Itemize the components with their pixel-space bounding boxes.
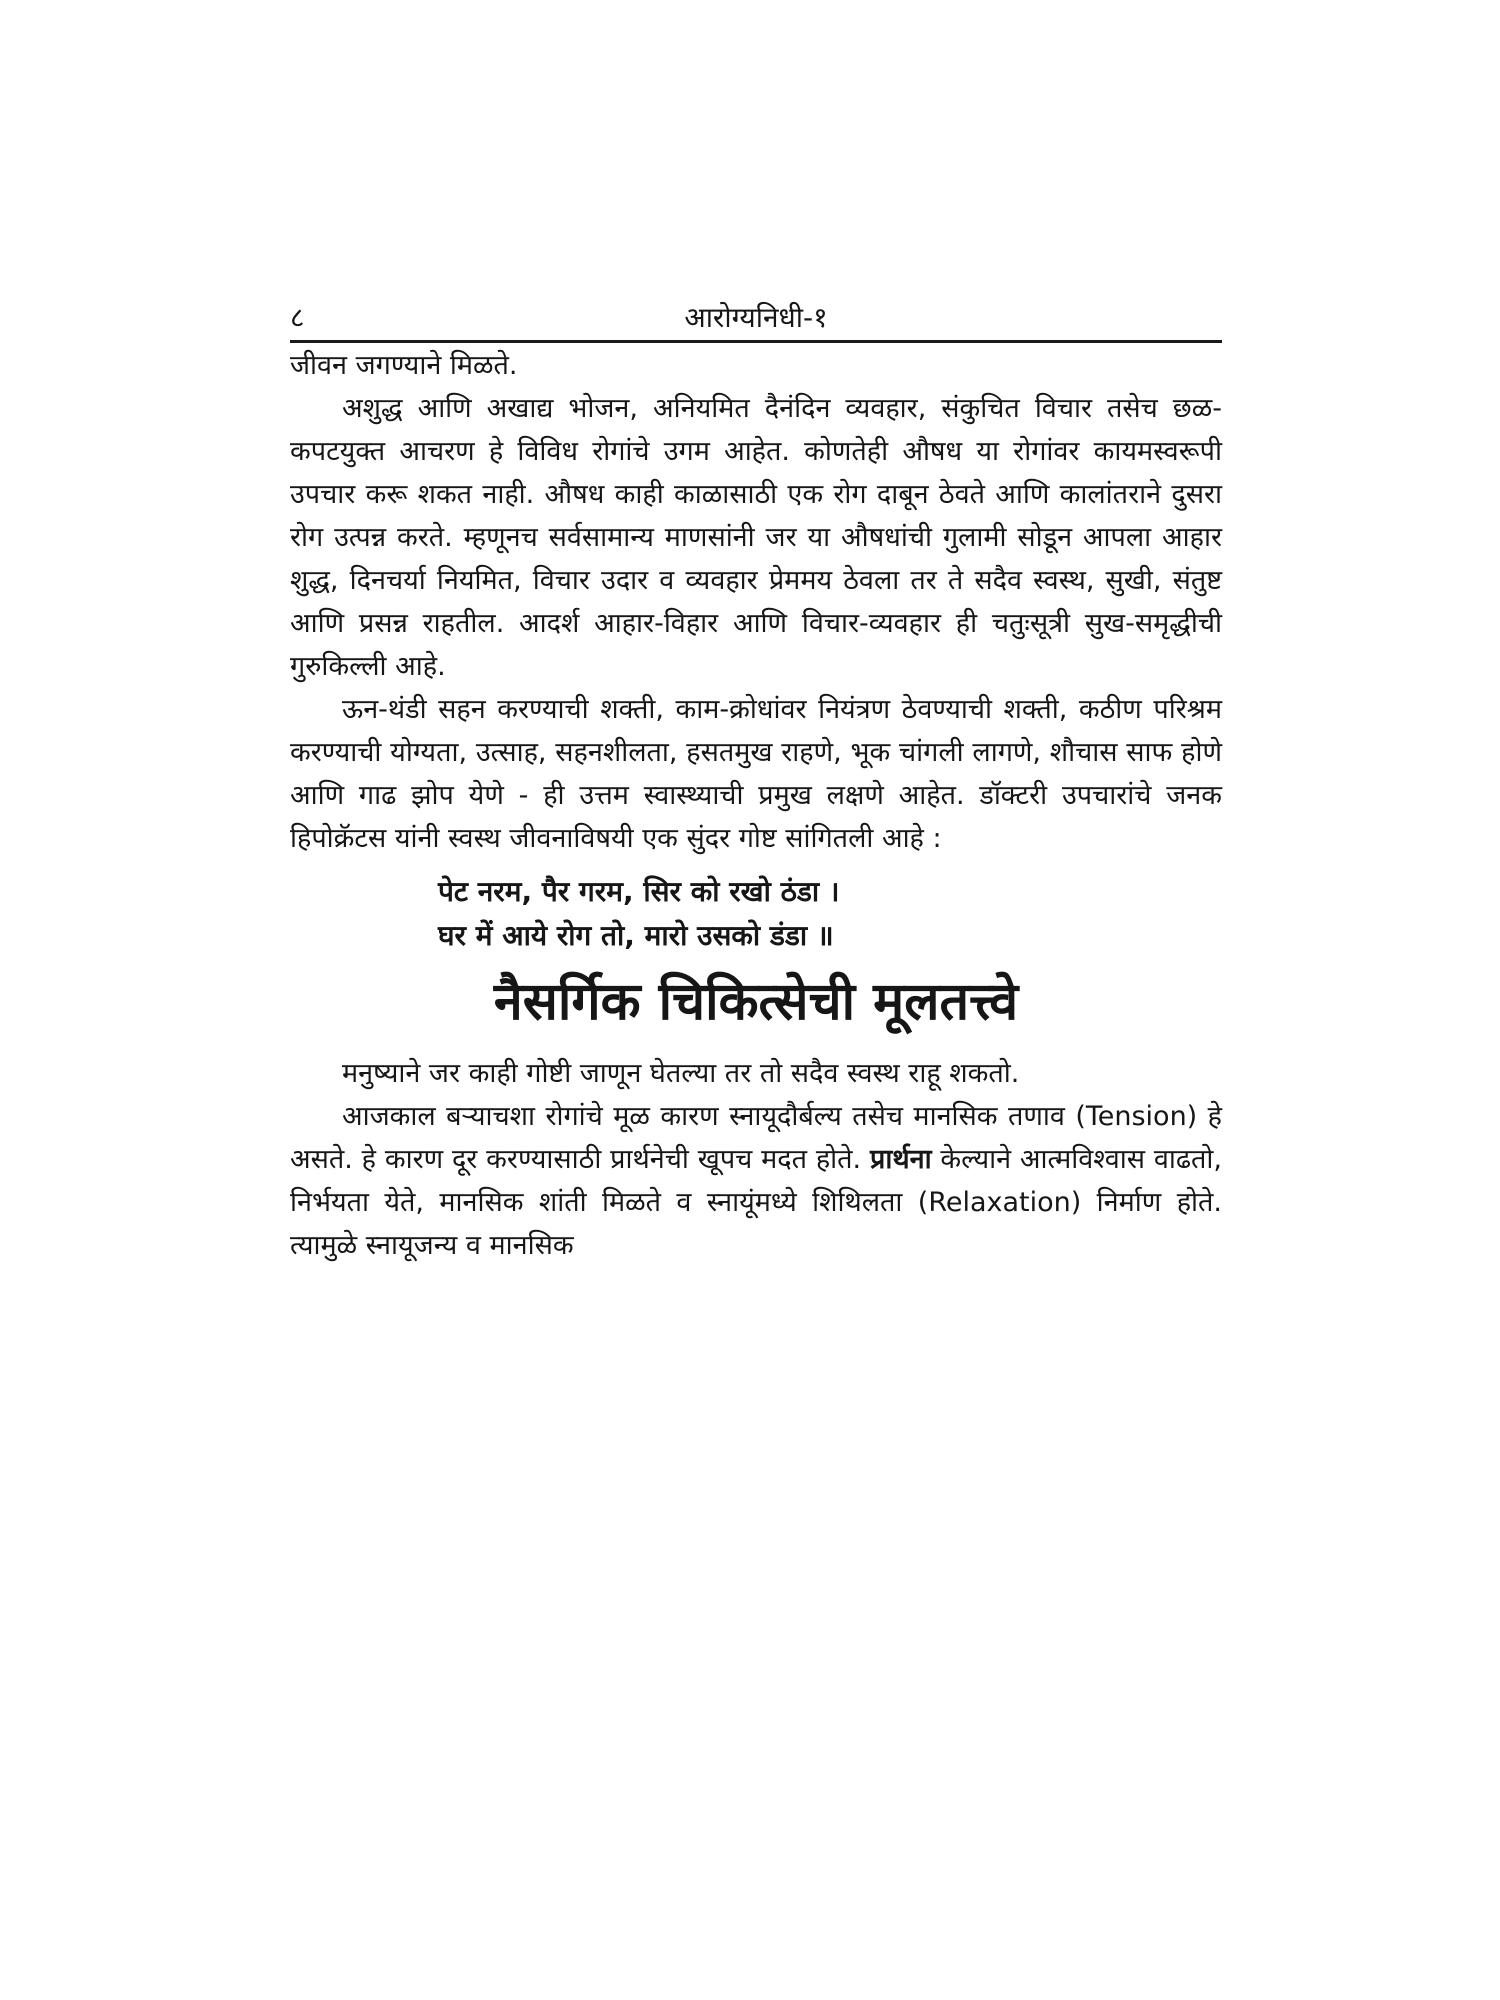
book-page (290, 298, 1222, 1718)
page-number: ८ (290, 301, 305, 334)
prayer-bold-word: प्रार्थना (869, 1144, 932, 1175)
paragraph-diet-and-disease: अशुद्ध आणि अखाद्य भोजन, अनियमित दैनंदिन व्यवहार, संकुचित विचार तसेच छळ-कपटयुक्त आचरण हे विविध रोगांचे उगम आहेत. कोणतेही औषध या रोगांवर कायमस्वरूपी उपचार करू शकत नाही. औषध काही काळासाठी एक रोग दाबून ठेवते आणि कालांतराने दुसरा रोग उत्पन्न करते. म्हणूनच सर्वसामान्य माणसांनी जर या औषधांची गुलामी सोडून आपला आहार शुद्ध, दिनचर्या नियमित, विचार उदार व व्यवहार प्रेममय ठेवला तर ते सदैव स्वस्थ, सुखी, संतुष्ट आणि प्रसन्न राहतील. आदर्श आहार-विहार आणि विचार-व्यवहार ही चतुःसूत्री सुख-समृद्धीची गुरुकिल्ली आहे. (290, 393, 1222, 682)
prayer-text-end: केल्याने आत्मविश्वास वाढतो, निर्भयता येते, मानसिक शांती मिळते व स्नायूंमध्ये शिथिलता (Relaxation) निर्माण होते. त्यामुळे स्नायूजन्य व मानसिक (290, 1144, 1222, 1261)
paragraph-continuation: जीवन जगण्याने मिळते. (290, 350, 518, 381)
verse-line-2: घर में आये रोग तो, मारो उसको डंडा ॥ (438, 919, 834, 952)
paragraph-signs-of-health: ऊन-थंडी सहन करण्याची शक्ती, काम-क्रोधांवर नियंत्रण ठेवण्याची शक्ती, कठीण परिश्रम करण्याची योग्यता, उत्साह, सहनशीलता, हसतमुख राहणे, भूक चांगली लागणे, शौचास साफ होणे आणि गाढ झोप येणे - ही उत्तम स्वास्थ्याची प्रमुख लक्षणे आहेत. डॉक्टरी उपचारांचे जनक हिपोक्रॅटस यांनी स्वस्थ जीवनाविषयी एक सुंदर गोष्ट सांगितली आहे : (290, 694, 1222, 854)
verse-line-1: पेट नरम, पैर गरम, सिर को रखो ठंडा । (438, 875, 840, 908)
prayer-text-start: आजकाल बऱ्याचशा रोगांचे मूळ कारण स्नायूदौर्बल्य तसेच मानसिक तणाव (Tension) हे असते. हे कारण दूर करण्यासाठी प्रार्थनेची खूपच मदत होते. (290, 1101, 1222, 1175)
paragraph-stay-healthy: मनुष्याने जर काही गोष्टी जाणून घेतल्या तर तो सदैव स्वस्थ राहू शकतो. (342, 1058, 1020, 1089)
page-header (290, 298, 1222, 343)
paragraph-prayer (290, 1095, 1222, 1267)
section-heading: नैसर्गिक चिकित्सेची मूलतत्त्वे (493, 972, 1019, 1032)
running-title: आरोग्यनिधी-१ (684, 301, 828, 334)
verse-block (290, 870, 1222, 958)
page-body (290, 344, 1222, 1267)
